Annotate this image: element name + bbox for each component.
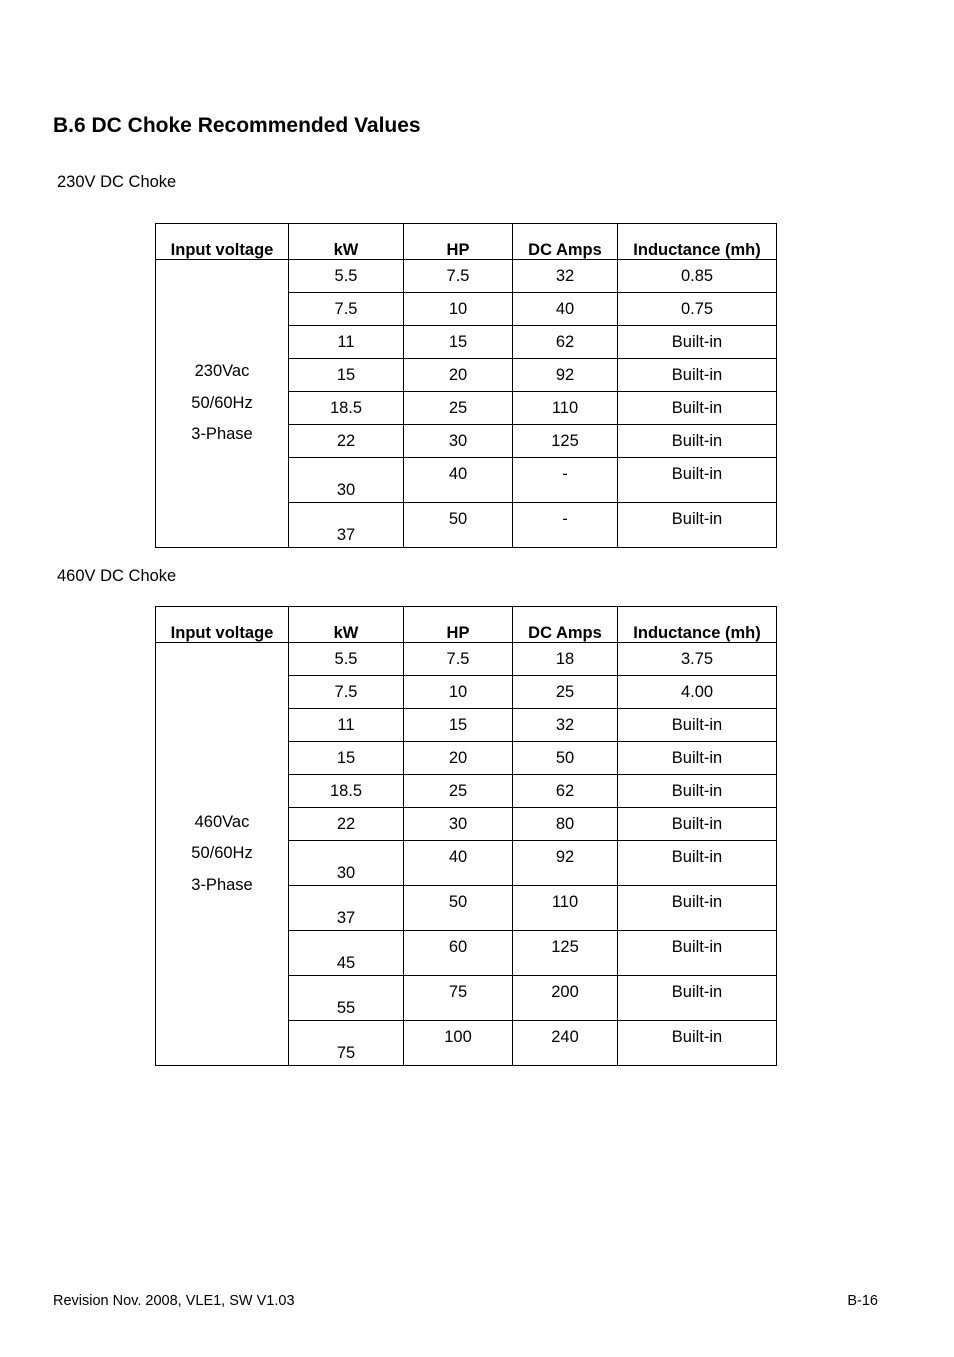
hp-cell: 25	[404, 392, 513, 425]
hp-cell: 7.5	[404, 260, 513, 293]
kw-cell: 37	[289, 886, 404, 931]
dc-amps-cell: 50	[513, 742, 618, 775]
dc-amps-cell: 125	[513, 425, 618, 458]
inductance-cell: 0.75	[618, 293, 777, 326]
header-dc-amps: DC Amps	[513, 224, 618, 260]
input-voltage-line: 3-Phase	[191, 875, 253, 894]
input-voltage-cell	[156, 643, 289, 1066]
hp-cell: 15	[404, 326, 513, 359]
table-caption-230v: 230V DC Choke	[57, 173, 177, 191]
kw-cell: 22	[289, 808, 404, 841]
inductance-cell: Built-in	[618, 931, 777, 976]
header-hp: HP	[404, 607, 513, 643]
hp-cell: 40	[404, 458, 513, 503]
kw-cell: 75	[289, 1021, 404, 1066]
kw-cell: 22	[289, 425, 404, 458]
kw-cell: 37	[289, 503, 404, 548]
inductance-cell: Built-in	[618, 742, 777, 775]
header-kw: kW	[289, 224, 404, 260]
inductance-cell: Built-in	[618, 709, 777, 742]
footer-page-number: B-16	[847, 1293, 878, 1309]
kw-cell: 30	[289, 458, 404, 503]
inductance-cell: Built-in	[618, 458, 777, 503]
table-header-row	[156, 607, 777, 643]
dc-amps-cell: 62	[513, 775, 618, 808]
header-inductance: Inductance (mh)	[618, 224, 777, 260]
header-input-voltage: Input voltage	[156, 224, 289, 260]
hp-cell: 60	[404, 931, 513, 976]
dc-amps-cell: 62	[513, 326, 618, 359]
hp-cell: 30	[404, 808, 513, 841]
dc-amps-cell: 240	[513, 1021, 618, 1066]
dc-amps-cell: 92	[513, 359, 618, 392]
dc-amps-cell: 25	[513, 676, 618, 709]
choke-table-460v	[155, 606, 777, 1066]
dc-amps-cell: 80	[513, 808, 618, 841]
inductance-cell: Built-in	[618, 976, 777, 1021]
dc-amps-cell: 18	[513, 643, 618, 676]
kw-cell: 30	[289, 841, 404, 886]
inductance-cell: Built-in	[618, 359, 777, 392]
input-voltage-line: 50/60Hz	[191, 393, 253, 412]
header-dc-amps: DC Amps	[513, 607, 618, 643]
header-input-voltage: Input voltage	[156, 607, 289, 643]
header-hp: HP	[404, 224, 513, 260]
inductance-cell: Built-in	[618, 425, 777, 458]
dc-amps-cell: 32	[513, 260, 618, 293]
inductance-cell: Built-in	[618, 808, 777, 841]
footer-revision: Revision Nov. 2008, VLE1, SW V1.03	[53, 1293, 295, 1309]
inductance-cell: Built-in	[618, 886, 777, 931]
input-voltage-cell	[156, 260, 289, 548]
kw-cell: 15	[289, 359, 404, 392]
choke-table-230v	[155, 223, 777, 548]
inductance-cell: 4.00	[618, 676, 777, 709]
kw-cell: 15	[289, 742, 404, 775]
hp-cell: 40	[404, 841, 513, 886]
input-voltage-line: 50/60Hz	[191, 844, 253, 863]
inductance-cell: Built-in	[618, 503, 777, 548]
kw-cell: 11	[289, 326, 404, 359]
table-caption-460v: 460V DC Choke	[57, 567, 177, 585]
kw-cell: 55	[289, 976, 404, 1021]
kw-cell: 5.5	[289, 260, 404, 293]
hp-cell: 10	[404, 293, 513, 326]
table-row	[156, 643, 777, 676]
inductance-cell: Built-in	[618, 841, 777, 886]
inductance-cell: Built-in	[618, 775, 777, 808]
dc-amps-cell: 92	[513, 841, 618, 886]
hp-cell: 25	[404, 775, 513, 808]
hp-cell: 7.5	[404, 643, 513, 676]
hp-cell: 15	[404, 709, 513, 742]
input-voltage-line: 230Vac	[194, 362, 250, 381]
kw-cell: 11	[289, 709, 404, 742]
kw-cell: 5.5	[289, 643, 404, 676]
kw-cell: 45	[289, 931, 404, 976]
hp-cell: 75	[404, 976, 513, 1021]
hp-cell: 20	[404, 359, 513, 392]
hp-cell: 10	[404, 676, 513, 709]
inductance-cell: Built-in	[618, 326, 777, 359]
dc-amps-cell: 200	[513, 976, 618, 1021]
input-voltage-line: 3-Phase	[191, 425, 253, 444]
dc-amps-cell: 125	[513, 931, 618, 976]
table-row	[156, 260, 777, 293]
inductance-cell: 0.85	[618, 260, 777, 293]
header-inductance: Inductance (mh)	[618, 607, 777, 643]
hp-cell: 50	[404, 503, 513, 548]
inductance-cell: 3.75	[618, 643, 777, 676]
dc-amps-cell: 110	[513, 392, 618, 425]
dc-amps-cell: 40	[513, 293, 618, 326]
hp-cell: 20	[404, 742, 513, 775]
kw-cell: 18.5	[289, 775, 404, 808]
inductance-cell: Built-in	[618, 392, 777, 425]
table-header-row	[156, 224, 777, 260]
header-kw: kW	[289, 607, 404, 643]
dc-amps-cell: -	[513, 503, 618, 548]
kw-cell: 7.5	[289, 676, 404, 709]
hp-cell: 30	[404, 425, 513, 458]
input-voltage-line: 460Vac	[194, 812, 250, 831]
dc-amps-cell: 110	[513, 886, 618, 931]
hp-cell: 100	[404, 1021, 513, 1066]
dc-amps-cell: 32	[513, 709, 618, 742]
hp-cell: 50	[404, 886, 513, 931]
kw-cell: 7.5	[289, 293, 404, 326]
kw-cell: 18.5	[289, 392, 404, 425]
inductance-cell: Built-in	[618, 1021, 777, 1066]
dc-amps-cell: -	[513, 458, 618, 503]
section-heading: B.6 DC Choke Recommended Values	[53, 114, 421, 137]
